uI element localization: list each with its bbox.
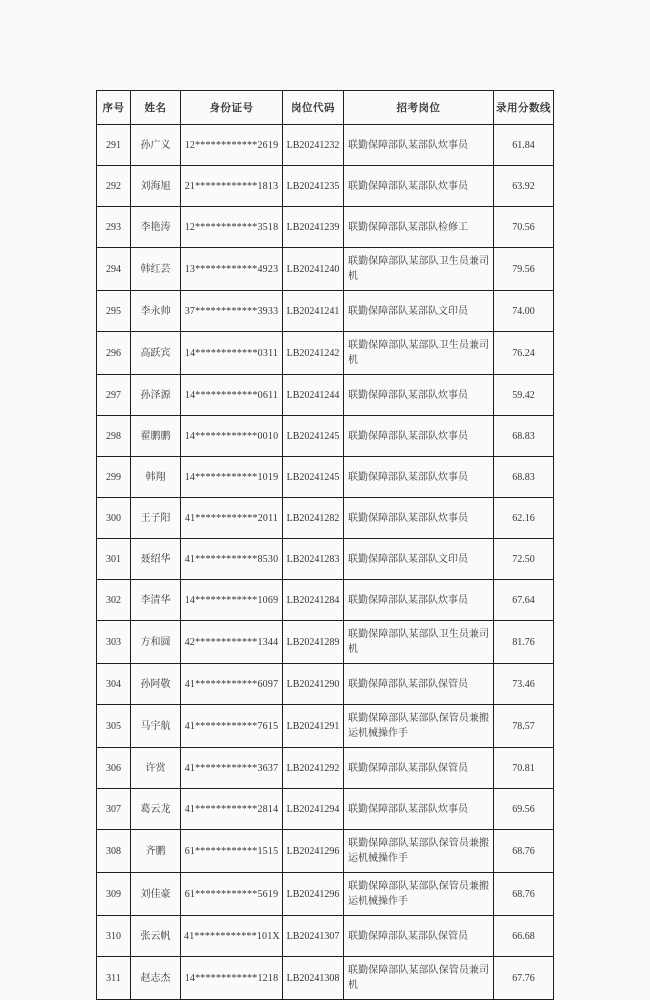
cell-score: 73.46 <box>494 664 554 705</box>
table-row <box>97 539 554 580</box>
cell-position-code: LB20241241 <box>283 291 344 332</box>
header-score-line: 录用分数线 <box>494 91 554 125</box>
cell-id-number: 14************0611 <box>181 375 283 416</box>
cell-index: 302 <box>97 580 131 621</box>
cell-score: 67.64 <box>494 580 554 621</box>
cell-position: 联勤保障部队某部队卫生员兼司机 <box>344 248 494 291</box>
cell-name: 韩红芸 <box>131 248 181 291</box>
cell-position: 联勤保障部队某部队保管员兼搬运机械操作手 <box>344 830 494 873</box>
cell-index: 311 <box>97 957 131 1000</box>
header-name: 姓名 <box>131 91 181 125</box>
cell-position-code: LB20241292 <box>283 748 344 789</box>
cell-name: 孙阿敬 <box>131 664 181 705</box>
cell-index: 298 <box>97 416 131 457</box>
cell-name: 方和圆 <box>131 621 181 664</box>
table-row <box>97 873 554 916</box>
table-row <box>97 207 554 248</box>
cell-name: 高跃宾 <box>131 332 181 375</box>
cell-position-code: LB20241290 <box>283 664 344 705</box>
header-id-number: 身份证号 <box>181 91 283 125</box>
cell-score: 68.76 <box>494 830 554 873</box>
cell-position-code: LB20241235 <box>283 166 344 207</box>
cell-index: 301 <box>97 539 131 580</box>
cell-position-code: LB20241294 <box>283 789 344 830</box>
cell-index: 303 <box>97 621 131 664</box>
cell-id-number: 61************1515 <box>181 830 283 873</box>
cell-id-number: 41************3637 <box>181 748 283 789</box>
cell-score: 69.56 <box>494 789 554 830</box>
cell-index: 293 <box>97 207 131 248</box>
table-row <box>97 916 554 957</box>
cell-position: 联勤保障部队某部队文印员 <box>344 539 494 580</box>
cell-position: 联勤保障部队某部队炊事员 <box>344 375 494 416</box>
cell-position: 联勤保障部队某部队文印员 <box>344 291 494 332</box>
cell-position-code: LB20241239 <box>283 207 344 248</box>
cell-name: 赵志杰 <box>131 957 181 1000</box>
cell-score: 72.50 <box>494 539 554 580</box>
cell-index: 306 <box>97 748 131 789</box>
table-row <box>97 125 554 166</box>
table-row <box>97 375 554 416</box>
cell-position: 联勤保障部队某部队检修工 <box>344 207 494 248</box>
cell-score: 63.92 <box>494 166 554 207</box>
cell-id-number: 14************1019 <box>181 457 283 498</box>
cell-score: 62.16 <box>494 498 554 539</box>
cell-position: 联勤保障部队某部队卫生员兼司机 <box>344 332 494 375</box>
table-row <box>97 621 554 664</box>
header-position: 招考岗位 <box>344 91 494 125</box>
cell-position: 联勤保障部队某部队保管员兼搬运机械操作手 <box>344 873 494 916</box>
cell-position: 联勤保障部队某部队保管员 <box>344 664 494 705</box>
cell-id-number: 21************1813 <box>181 166 283 207</box>
cell-name: 李艳涛 <box>131 207 181 248</box>
table-row <box>97 957 554 1000</box>
cell-score: 68.76 <box>494 873 554 916</box>
table-row <box>97 748 554 789</box>
cell-name: 翟鹏鹏 <box>131 416 181 457</box>
cell-score: 79.56 <box>494 248 554 291</box>
cell-position-code: LB20241296 <box>283 873 344 916</box>
cell-name: 韩翔 <box>131 457 181 498</box>
cell-score: 70.81 <box>494 748 554 789</box>
cell-position: 联勤保障部队某部队保管员兼司机 <box>344 957 494 1000</box>
cell-id-number: 12************3518 <box>181 207 283 248</box>
cell-id-number: 14************1069 <box>181 580 283 621</box>
table-row <box>97 457 554 498</box>
cell-name: 许赏 <box>131 748 181 789</box>
cell-name: 张云帆 <box>131 916 181 957</box>
cell-id-number: 37************3933 <box>181 291 283 332</box>
cell-score: 68.83 <box>494 416 554 457</box>
cell-id-number: 42************1344 <box>181 621 283 664</box>
cell-index: 297 <box>97 375 131 416</box>
cell-name: 李清华 <box>131 580 181 621</box>
cell-name: 王子阳 <box>131 498 181 539</box>
cell-score: 67.76 <box>494 957 554 1000</box>
cell-id-number: 14************0311 <box>181 332 283 375</box>
cell-name: 李永帅 <box>131 291 181 332</box>
cell-position: 联勤保障部队某部队炊事员 <box>344 166 494 207</box>
cell-id-number: 41************2011 <box>181 498 283 539</box>
cell-score: 74.00 <box>494 291 554 332</box>
cell-id-number: 41************6097 <box>181 664 283 705</box>
cell-name: 刘佳豪 <box>131 873 181 916</box>
cell-position: 联勤保障部队某部队炊事员 <box>344 498 494 539</box>
cell-name: 聂绍华 <box>131 539 181 580</box>
cell-name: 刘海旭 <box>131 166 181 207</box>
cell-position: 联勤保障部队某部队炊事员 <box>344 416 494 457</box>
table-row <box>97 416 554 457</box>
cell-position: 联勤保障部队某部队炊事员 <box>344 457 494 498</box>
cell-name: 孙泽源 <box>131 375 181 416</box>
table-row <box>97 291 554 332</box>
cell-id-number: 41************101X <box>181 916 283 957</box>
cell-position-code: LB20241283 <box>283 539 344 580</box>
cell-position: 联勤保障部队某部队炊事员 <box>344 789 494 830</box>
cell-position-code: LB20241291 <box>283 705 344 748</box>
cell-position-code: LB20241307 <box>283 916 344 957</box>
cell-position-code: LB20241232 <box>283 125 344 166</box>
cell-position: 联勤保障部队某部队卫生员兼司机 <box>344 621 494 664</box>
cell-id-number: 13************4923 <box>181 248 283 291</box>
cell-id-number: 14************1218 <box>181 957 283 1000</box>
cell-position-code: LB20241308 <box>283 957 344 1000</box>
cell-position-code: LB20241244 <box>283 375 344 416</box>
cell-score: 70.56 <box>494 207 554 248</box>
table-row <box>97 166 554 207</box>
table-row <box>97 332 554 375</box>
cell-position-code: LB20241245 <box>283 457 344 498</box>
table-row <box>97 830 554 873</box>
cell-position-code: LB20241284 <box>283 580 344 621</box>
cell-position: 联勤保障部队某部队保管员 <box>344 916 494 957</box>
cell-index: 300 <box>97 498 131 539</box>
cell-index: 307 <box>97 789 131 830</box>
cell-position: 联勤保障部队某部队炊事员 <box>344 125 494 166</box>
table-row <box>97 705 554 748</box>
cell-index: 309 <box>97 873 131 916</box>
cell-id-number: 41************8530 <box>181 539 283 580</box>
table-body <box>97 125 554 1000</box>
table-row <box>97 664 554 705</box>
cell-name: 马宇航 <box>131 705 181 748</box>
cell-score: 76.24 <box>494 332 554 375</box>
cell-position-code: LB20241282 <box>283 498 344 539</box>
cell-name: 葛云龙 <box>131 789 181 830</box>
cell-index: 308 <box>97 830 131 873</box>
table-row <box>97 789 554 830</box>
cell-name: 孙广义 <box>131 125 181 166</box>
cell-index: 295 <box>97 291 131 332</box>
cell-score: 66.68 <box>494 916 554 957</box>
header-position-code: 岗位代码 <box>283 91 344 125</box>
cell-score: 78.57 <box>494 705 554 748</box>
cell-score: 68.83 <box>494 457 554 498</box>
cell-index: 310 <box>97 916 131 957</box>
cell-id-number: 14************0010 <box>181 416 283 457</box>
table-header <box>97 91 554 125</box>
cell-id-number: 61************5619 <box>181 873 283 916</box>
table-row <box>97 248 554 291</box>
cell-id-number: 12************2619 <box>181 125 283 166</box>
cell-position: 联勤保障部队某部队保管员 <box>344 748 494 789</box>
cell-position-code: LB20241240 <box>283 248 344 291</box>
header-index: 序号 <box>97 91 131 125</box>
cell-score: 59.42 <box>494 375 554 416</box>
cell-index: 296 <box>97 332 131 375</box>
cell-name: 齐鹏 <box>131 830 181 873</box>
cell-position-code: LB20241296 <box>283 830 344 873</box>
cell-position-code: LB20241242 <box>283 332 344 375</box>
cell-id-number: 41************7615 <box>181 705 283 748</box>
cell-score: 61.84 <box>494 125 554 166</box>
cell-index: 291 <box>97 125 131 166</box>
cell-id-number: 41************2814 <box>181 789 283 830</box>
cell-index: 299 <box>97 457 131 498</box>
cell-position-code: LB20241245 <box>283 416 344 457</box>
cell-position: 联勤保障部队某部队保管员兼搬运机械操作手 <box>344 705 494 748</box>
cell-index: 304 <box>97 664 131 705</box>
cell-index: 294 <box>97 248 131 291</box>
cell-position-code: LB20241289 <box>283 621 344 664</box>
cell-position: 联勤保障部队某部队炊事员 <box>344 580 494 621</box>
cell-index: 292 <box>97 166 131 207</box>
score-table <box>96 90 554 1000</box>
cell-score: 81.76 <box>494 621 554 664</box>
table-row <box>97 580 554 621</box>
table-header-row <box>97 91 554 125</box>
cell-index: 305 <box>97 705 131 748</box>
table-row <box>97 498 554 539</box>
